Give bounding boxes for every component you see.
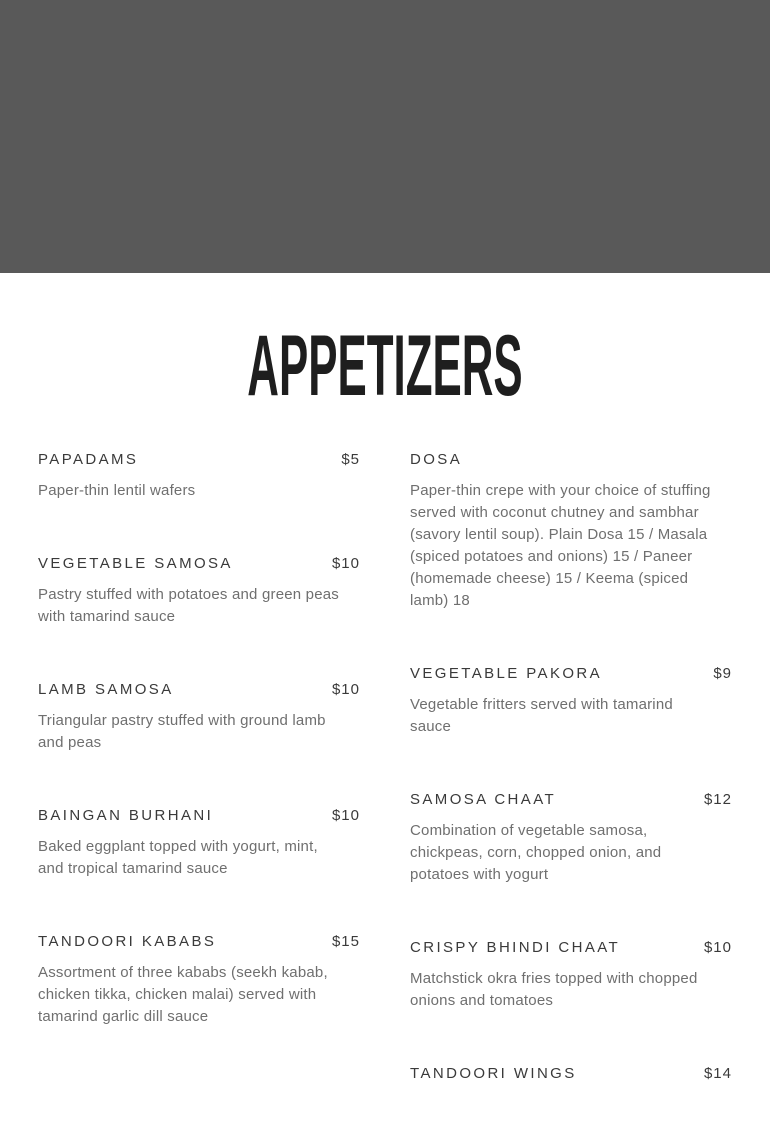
item-price: $14 — [703, 1065, 732, 1082]
section-title — [0, 318, 770, 414]
item-description: Pastry stuffed with potatoes and green peas with tamarind sauce — [38, 586, 340, 625]
menu-item — [38, 806, 360, 880]
item-price: $12 — [703, 791, 732, 808]
item-header — [38, 806, 360, 825]
item-header — [38, 932, 360, 951]
menu-item — [38, 932, 360, 1028]
item-description: Matchstick okra fries topped with chopped onions and tomatoes — [410, 970, 698, 1009]
item-description: Triangular pastry stuffed with ground lamb and peas — [38, 712, 326, 751]
menu-item — [410, 450, 732, 612]
item-name: CRISPY BHINDI CHAAT — [410, 939, 621, 956]
item-header — [410, 790, 732, 809]
item-price: $15 — [331, 933, 360, 950]
item-price: $10 — [703, 939, 732, 956]
menu-column-left — [38, 450, 360, 1135]
menu-item — [410, 938, 732, 1012]
item-name: DOSA — [410, 451, 463, 468]
item-description: Paper-thin lentil wafers — [38, 482, 196, 499]
item-name: VEGETABLE SAMOSA — [38, 555, 233, 572]
section-title-text: APPETIZERS — [247, 318, 523, 414]
item-header — [38, 554, 360, 573]
item-name: LAMB SAMOSA — [38, 681, 174, 698]
menu-item — [410, 664, 732, 738]
item-name: PAPADAMS — [38, 451, 139, 468]
item-header — [410, 450, 732, 469]
item-header — [410, 1064, 732, 1083]
menu-item — [38, 680, 360, 754]
item-description: Baked eggplant topped with yogurt, mint, and tropical tamarind sauce — [38, 838, 318, 877]
item-price: $5 — [341, 451, 360, 468]
item-price: $10 — [331, 807, 360, 824]
item-header — [410, 664, 732, 683]
item-description: Paper-thin crepe with your choice of stuffing served with coconut chutney and sambhar (savory lentil soup). Plain Dosa 15 / Masala (spiced potatoes and onions) 15 / Paneer (homemade cheese) 15 / Keema (spiced lamb) 18 — [410, 482, 711, 609]
item-description: Combination of vegetable samosa, chickpeas, corn, chopped onion, and potatoes with yogurt — [410, 822, 662, 883]
item-name: VEGETABLE PAKORA — [410, 665, 603, 682]
menu-column-right — [410, 450, 732, 1135]
item-price: $10 — [331, 555, 360, 572]
item-description: Vegetable fritters served with tamarind sauce — [410, 696, 673, 735]
item-name: BAINGAN BURHANI — [38, 807, 214, 824]
menu-columns — [0, 450, 770, 1135]
item-price: $10 — [331, 681, 360, 698]
item-header — [38, 450, 360, 469]
item-header — [410, 938, 732, 957]
item-header — [38, 680, 360, 699]
menu-item — [38, 450, 360, 502]
menu-item — [38, 554, 360, 628]
item-description: Assortment of three kababs (seekh kabab, chicken tikka, chicken malai) served with tamarind garlic dill sauce — [38, 964, 328, 1025]
hero-banner-image — [0, 0, 770, 273]
menu-item — [410, 790, 732, 886]
item-price: $9 — [713, 665, 732, 682]
item-name: TANDOORI WINGS — [410, 1065, 577, 1082]
item-name: SAMOSA CHAAT — [410, 791, 557, 808]
item-name: TANDOORI KABABS — [38, 933, 217, 950]
menu-item — [410, 1064, 732, 1083]
